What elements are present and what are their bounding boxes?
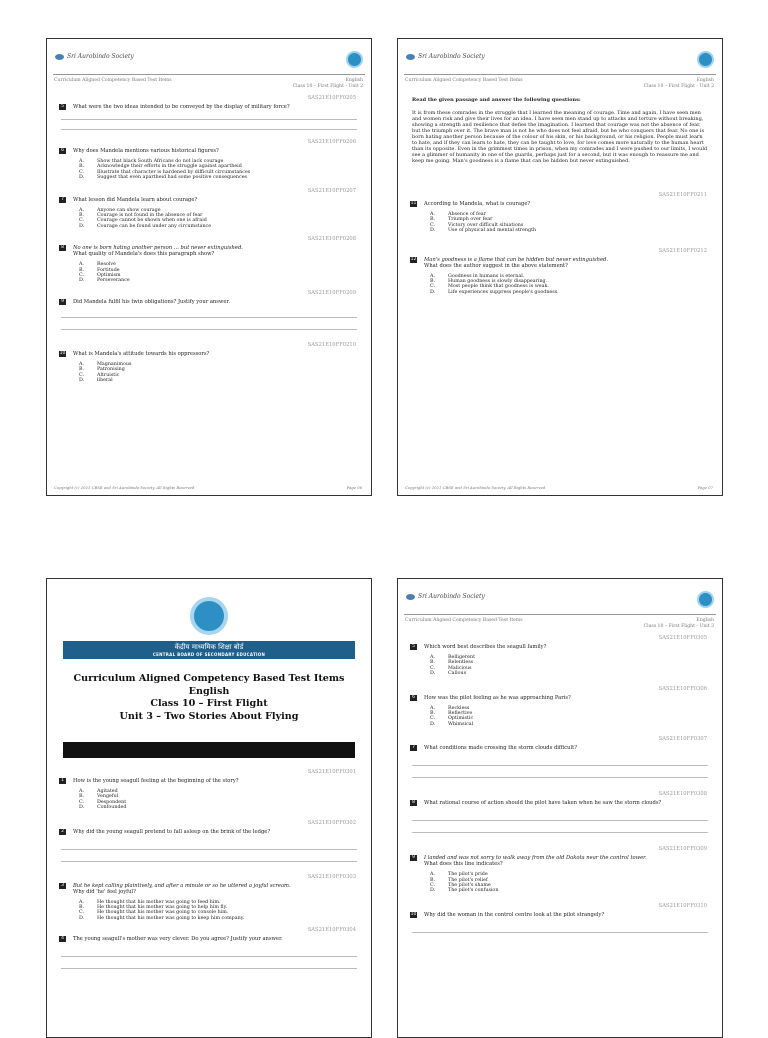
page-header — [398, 39, 722, 77]
option-letter: B. — [430, 877, 436, 883]
question-number: 8 — [59, 245, 66, 251]
option-text: Reckless — [448, 705, 470, 711]
page-number: Page 07 — [697, 485, 713, 490]
board-banner — [63, 641, 355, 659]
question — [410, 201, 710, 207]
item-code: SAS21E10FF0301 — [307, 769, 356, 775]
question — [59, 829, 359, 835]
option-text: Optimism — [97, 273, 121, 279]
option-letter: D. — [79, 378, 85, 384]
option-text: Human goodness is slowly disappearing. — [448, 279, 548, 285]
option-letter: C. — [430, 222, 436, 228]
page-06 — [46, 38, 372, 496]
answer-line[interactable] — [61, 317, 357, 318]
option-text: The pilot's shame — [448, 883, 491, 889]
subheader — [398, 617, 722, 635]
question — [59, 299, 359, 305]
options-list — [79, 900, 371, 922]
subheader-right — [644, 78, 714, 90]
option-text: liberal — [97, 378, 113, 384]
unit: Class 10 – First Flight - Unit 3 — [643, 624, 714, 629]
question-text: What rational course of action should the pilot have taken when he saw the storm clouds? — [424, 800, 662, 807]
question — [59, 936, 359, 942]
question — [410, 644, 710, 650]
option-text: The pilot's pride — [448, 872, 488, 878]
option-text: He thought that his mother was going to help him fly. — [97, 905, 228, 911]
option-text: Callous — [448, 671, 467, 677]
option-letter: A. — [79, 207, 84, 213]
option-text: Agitated — [97, 789, 118, 794]
section-bar — [63, 742, 355, 758]
option-text: Life experiences suppress people's goodness. — [448, 289, 559, 295]
option-text: Goodness in humans is eternal. — [448, 273, 525, 279]
society-logo — [406, 593, 485, 600]
divider — [53, 74, 365, 75]
option-letter: D. — [79, 278, 85, 284]
question-body — [424, 257, 608, 269]
item-code: SAS21E10FF0208 — [307, 236, 356, 243]
page-unit-3-questions — [397, 578, 723, 1038]
subheader-left: Curriculum Aligned Competency Based Test Items — [405, 78, 523, 83]
option[interactable] — [79, 805, 371, 810]
copyright: Copyright (c) 2021 CBSE and Sri Aurobindo Society. All Rights Reserved — [405, 485, 546, 490]
question-number: 3 — [59, 883, 66, 889]
options-list — [79, 159, 371, 181]
question-quote: I landed and was not sorry to walk away from the old Dakota near the control tower. — [424, 855, 647, 862]
option-letter: D. — [79, 805, 85, 811]
option-letter: C. — [79, 169, 85, 175]
option-text: Illustrate that character is hardened by difficult circumstances — [97, 169, 251, 175]
answer-line[interactable] — [61, 849, 357, 850]
question — [410, 855, 710, 867]
board-name-hindi: केंद्रीय माध्यमिक शिक्षा बोर्ड — [174, 643, 244, 651]
options-list — [430, 655, 722, 677]
answer-line[interactable] — [61, 956, 357, 957]
question-text: What is Mandela's attitude towards his oppressors? — [73, 350, 210, 357]
question-number: 5 — [59, 104, 66, 110]
option-letter: D. — [430, 721, 436, 727]
reading-passage — [412, 97, 708, 164]
option-text: Despondent — [97, 799, 127, 805]
question — [410, 257, 710, 269]
option-letter: B. — [430, 660, 436, 666]
question-quote: No one is born hating another person … but never extinguished. — [73, 245, 243, 252]
question — [59, 883, 359, 895]
option-text: Optimistic — [448, 716, 474, 722]
option-letter: A. — [430, 872, 435, 878]
question — [410, 745, 710, 751]
answer-line[interactable] — [412, 777, 708, 778]
option[interactable] — [79, 175, 371, 180]
question-number: 7 — [59, 197, 66, 203]
question-text: Why did the woman in the control centre look at the pilot strangely? — [424, 911, 605, 918]
question — [59, 197, 359, 203]
society-logo — [406, 53, 485, 60]
answer-line[interactable] — [412, 832, 708, 833]
option[interactable] — [79, 224, 371, 229]
copyright: Copyright (c) 2021 CBSE and Sri Aurobindo Society. All Rights Reserved — [54, 485, 195, 490]
options-list — [430, 872, 722, 894]
option-letter: B. — [430, 217, 436, 223]
divider — [404, 74, 716, 75]
option-letter: A. — [430, 705, 435, 711]
option-text: Perseverance — [97, 278, 130, 284]
option-letter: B. — [79, 794, 85, 800]
option-letter: B. — [430, 279, 436, 285]
option-letter: A. — [79, 361, 84, 367]
cbse-emblem-icon — [346, 51, 363, 68]
option-text: Altruistic — [97, 372, 120, 378]
option-text: Confounded — [97, 805, 127, 811]
option-text: Vengeful — [97, 794, 119, 800]
question-text: How was the pilot feeling as he was approaching Paris? — [424, 694, 571, 701]
question-number: 1 — [59, 778, 66, 784]
option-text: The pilot's relief — [448, 877, 488, 883]
answer-line[interactable] — [61, 861, 357, 862]
society-logo — [55, 53, 134, 60]
option-letter: D. — [79, 915, 85, 921]
option-letter: C. — [79, 372, 85, 378]
option-letter: C. — [430, 716, 436, 722]
options-list — [430, 706, 722, 728]
subheader-right — [644, 618, 714, 630]
option[interactable] — [430, 722, 722, 727]
question-text: How is the young seagull feeling at the beginning of the story? — [73, 778, 239, 784]
option-letter: D. — [79, 223, 85, 229]
question-quote: Man's goodness is a flame that can be hidden but never extinguished. — [424, 256, 609, 263]
option-text: Triumph over fear — [448, 217, 493, 223]
question-text: What does this line indicates? — [424, 861, 503, 868]
question-number: 4 — [59, 936, 66, 942]
unit: Class 10 – First Flight - Unit 2 — [643, 84, 714, 89]
page-footer — [405, 485, 713, 490]
option[interactable] — [430, 888, 722, 893]
option-letter: A. — [430, 212, 435, 217]
subheader-left: Curriculum Aligned Competency Based Test Items — [54, 78, 172, 83]
answer-line[interactable] — [61, 129, 357, 130]
question-text: Did Mandela fulfil his twin obligations? Justify your answer. — [73, 298, 230, 305]
answer-line[interactable] — [412, 932, 708, 933]
option-letter: A. — [430, 655, 435, 660]
option-letter: A. — [79, 159, 84, 164]
option-letter: D. — [430, 228, 436, 234]
option-text: Suggest that even apartheid had some positive consequences — [97, 175, 248, 181]
option-text: Most people think that goodness is weak. — [448, 284, 549, 290]
option-text: Victory over difficult situations — [448, 222, 524, 228]
item-code: SAS21E10FF0206 — [307, 139, 356, 145]
item-code: SAS21E10FF0303 — [307, 873, 356, 880]
option-letter: D. — [430, 671, 436, 677]
question-number: 6 — [410, 695, 417, 701]
item-code: SAS21E10FF0209 — [307, 289, 356, 296]
title-line: Class 10 – First Flight — [150, 698, 268, 709]
option-letter: C. — [79, 273, 85, 279]
option-text: Malicious — [448, 665, 472, 671]
question — [410, 800, 710, 806]
society-logo-icon — [406, 54, 415, 60]
option-letter: C. — [79, 218, 85, 224]
question-text: What conditions made crossing the storm clouds difficult? — [424, 745, 578, 752]
item-code: SAS21E10FF0205 — [307, 95, 356, 101]
question-number: 10 — [410, 911, 417, 917]
item-code: SAS21E10FF0310 — [658, 902, 707, 909]
page-07 — [397, 38, 723, 496]
question-number: 5 — [410, 644, 417, 650]
passage-title: Read the given passage and answer the following questions: — [412, 97, 581, 103]
item-code: SAS21E10FF0212 — [658, 247, 707, 254]
question-text: Why did the young seagull pretend to fall asleep on the brink of the ledge? — [73, 828, 271, 835]
question — [410, 695, 710, 701]
item-code: SAS21E10FF0304 — [307, 927, 356, 934]
subject: English — [345, 78, 363, 83]
society-name: Sri Aurobindo Society — [67, 53, 134, 60]
question — [59, 148, 359, 154]
option-letter: A. — [79, 789, 84, 794]
society-logo-icon — [406, 594, 415, 600]
options-list — [430, 212, 722, 234]
question-quote: But he kept calling plaintively, and after a minute or so he uttered a joyful scream. — [73, 882, 291, 889]
page-number: Page 06 — [346, 485, 362, 490]
title-line: English — [188, 685, 230, 697]
question — [410, 912, 710, 918]
question-number: 8 — [410, 800, 417, 806]
cover-title — [47, 673, 371, 723]
options-list — [79, 208, 371, 230]
answer-line[interactable] — [61, 119, 357, 120]
question-text: Why did 'he' feel joyful? — [73, 888, 136, 895]
page-header — [47, 39, 371, 77]
option-letter: D. — [79, 175, 85, 181]
society-name: Sri Aurobindo Society — [418, 53, 485, 60]
option-letter: B. — [79, 267, 85, 273]
question-text: The young seagull's mother was very clever. Do you agree? Justify your answer. — [73, 936, 283, 943]
question-number: 6 — [59, 148, 66, 154]
option-text: Reflective — [448, 711, 473, 717]
question-number: 12 — [410, 256, 417, 262]
option-text: Courage cannot be shown when one is afraid — [97, 218, 207, 224]
question-number: 9 — [410, 855, 417, 861]
answer-line[interactable] — [61, 329, 357, 330]
unit-3-cover-page — [46, 578, 372, 1038]
option-text: Relentless — [448, 660, 474, 666]
options-list — [79, 362, 371, 384]
cbse-emblem-icon — [190, 597, 228, 635]
option-text: Courage can be found under any circumstance — [97, 223, 212, 229]
option-letter: C. — [79, 910, 85, 916]
question-text: What lesson did Mandela learn about courage? — [73, 196, 198, 203]
cbse-emblem-icon — [697, 51, 714, 68]
question-text: Why does Mandela mentions various historical figures? — [73, 148, 219, 154]
society-logo-icon — [55, 54, 64, 60]
option-text: Show that black South Africans do not lack courage — [97, 159, 224, 164]
question — [59, 778, 359, 784]
society-name: Sri Aurobindo Society — [418, 593, 485, 600]
option-text: He thought that his mother was going to keep him company. — [97, 915, 245, 921]
option-letter: B. — [79, 905, 85, 911]
cbse-emblem-icon — [697, 591, 714, 608]
subheader — [47, 77, 371, 95]
option-text: Whimsical — [448, 721, 474, 727]
option-letter: B. — [79, 367, 85, 373]
option[interactable] — [430, 228, 722, 233]
option-text: He thought that his mother was going to console him. — [97, 910, 229, 916]
passage-text: It is from these comrades in the struggle that I learned the meaning of courage. Time and again, I have seen men and women risk and give their lives for an idea. I have seen men stand up to attacks and torture without breaking, showing a strength and resilience that defies the imagination. I learned that courage was not the absence of fear, but the triumph over it. The brave man is not he who does not feel afraid, but he who conquers that fear. No one is born hating another person because of the colour of his skin, or his background, or his religion. People must learn to hate, and if they can learn to hate, they can be taught to love, for love comes more naturally to the human heart than its opposite. Even in the grimmest times in prison, when my comrades and I were pushed to our limits, I would see a glimmer of humanity in one of the guards, perhaps just for a second, but it was enough to reassure me and keep me going. Man's goodness is a flame that can be hidden but never extinguished. — [412, 110, 708, 164]
question-number: 7 — [410, 745, 417, 751]
subheader — [398, 77, 722, 95]
option-text: Anyone can show courage — [97, 207, 161, 213]
item-code: SAS21E10FF0305 — [658, 635, 707, 641]
question — [59, 104, 359, 110]
option-letter: B. — [430, 711, 436, 717]
item-code: SAS21E10FF0306 — [658, 685, 707, 692]
question — [59, 245, 359, 257]
question-text: What quality of Mandela's does this paragraph show? — [73, 251, 215, 258]
option-text: Courage is not found in the absence of fear — [97, 213, 203, 219]
answer-line[interactable] — [61, 968, 357, 969]
page-footer — [54, 485, 362, 490]
title-line: Curriculum Aligned Competency Based Test Items — [73, 673, 345, 684]
option-text: The pilot's confusion — [448, 888, 499, 894]
answer-line[interactable] — [412, 820, 708, 821]
option-letter: C. — [79, 799, 85, 805]
option[interactable] — [79, 278, 371, 283]
question-number: 2 — [59, 829, 66, 835]
question-body — [73, 883, 291, 895]
item-code: SAS21E10FF0302 — [307, 819, 356, 826]
subject: English — [696, 618, 714, 623]
question-text: What does the author suggest in the above statement? — [424, 262, 568, 269]
answer-line[interactable] — [412, 765, 708, 766]
question-text: According to Mandela, what is courage? — [424, 201, 531, 207]
option-letter: A. — [430, 273, 435, 279]
option[interactable] — [430, 290, 722, 295]
options-list — [430, 274, 722, 296]
question-body — [73, 245, 243, 257]
unit: Class 10 – First Flight - Unit 2 — [292, 84, 363, 89]
option-letter: C. — [430, 665, 436, 671]
title-line: Unit 3 – Two Stories About Flying — [119, 710, 299, 722]
subject: English — [696, 78, 714, 83]
question-number: 11 — [410, 201, 417, 206]
option-text: Magnanimous — [97, 361, 132, 367]
subheader-right — [293, 78, 363, 90]
option-letter: D. — [430, 289, 436, 295]
question-body — [424, 855, 647, 867]
item-code: SAS21E10FF0307 — [658, 736, 707, 743]
option-text: He thought that his mother was going to feed him. — [97, 899, 221, 905]
item-code: SAS21E10FF0309 — [658, 846, 707, 853]
question-text: Which word best describes the seagull family? — [424, 644, 547, 650]
question-number: 10 — [59, 350, 66, 356]
option-text: Resolve — [97, 262, 116, 268]
option-text: Patronising — [97, 367, 125, 373]
option-letter: A. — [79, 262, 84, 268]
options-list — [79, 262, 371, 284]
options-list — [79, 789, 371, 811]
option[interactable] — [430, 671, 722, 676]
option-text: Acknowledge their efforts in the struggle against apartheid — [97, 164, 242, 170]
option-letter: C. — [430, 883, 436, 889]
item-code: SAS21E10FF0207 — [307, 187, 356, 194]
item-code: SAS21E10FF0308 — [658, 791, 707, 798]
board-name-english: CENTRAL BOARD OF SECONDARY EDUCATION — [152, 652, 266, 657]
item-code: SAS21E10FF0211 — [658, 192, 707, 198]
page-header — [398, 579, 722, 617]
option[interactable] — [79, 378, 371, 383]
option-text: Fortitude — [97, 267, 120, 273]
question-number: 9 — [59, 299, 66, 305]
subheader-left: Curriculum Aligned Competency Based Test Items — [405, 618, 523, 623]
option[interactable] — [79, 916, 371, 921]
option-letter: C. — [430, 284, 436, 290]
option-letter: A. — [79, 899, 84, 905]
option-letter: D. — [430, 888, 436, 894]
question — [59, 351, 359, 357]
item-code: SAS21E10FF0210 — [307, 341, 356, 348]
divider — [404, 614, 716, 615]
question-text: What were the two ideas intended to be conveyed by the display of military force? — [73, 104, 290, 110]
option-letter: B. — [79, 213, 85, 219]
option-text: Absence of fear — [448, 212, 486, 217]
option-text: Use of physical and mental strength — [448, 228, 537, 234]
option-text: Belligerent — [448, 655, 476, 660]
option-letter: B. — [79, 164, 85, 170]
